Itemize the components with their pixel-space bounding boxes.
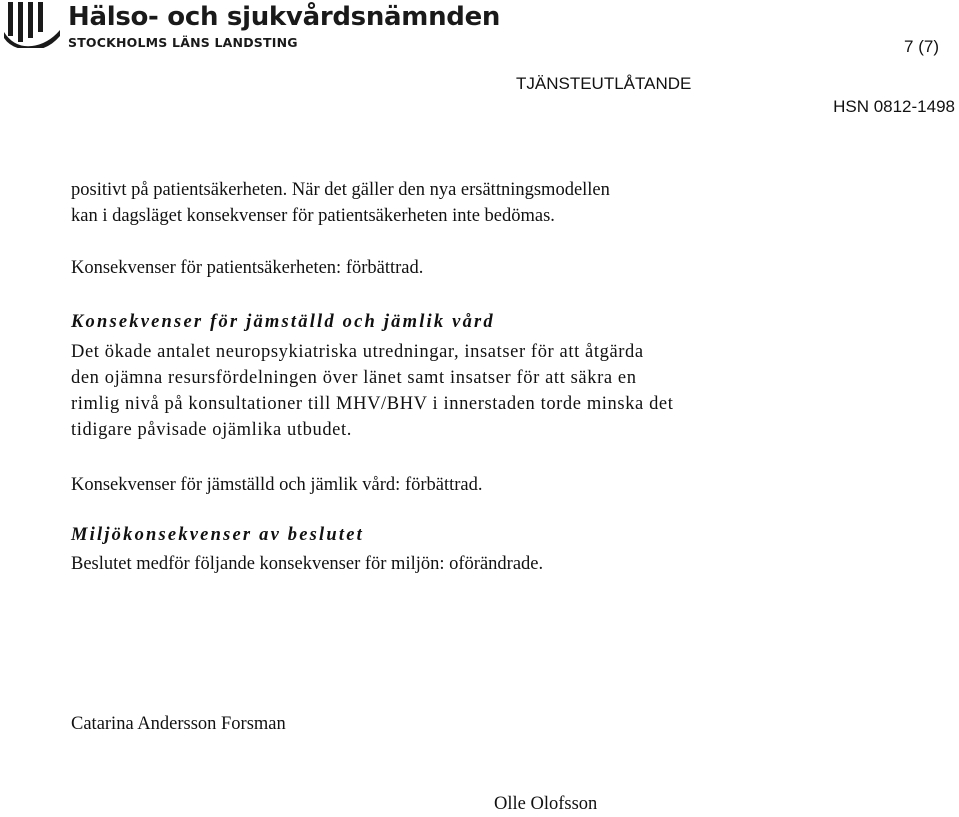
equality-line-1: Det ökade antalet neuropsykiatriska utredningar, insatser för att åtgärda (71, 342, 644, 362)
intro-line-2: kan i dagsläget konsekvenser för patientsäkerheten inte bedömas. (71, 206, 555, 226)
patient-safety-conclusion: Konsekvenser för patientsäkerheten: förbättrad. (71, 258, 424, 278)
signature-second: Olle Olofsson (494, 794, 598, 814)
equality-heading: Konsekvenser för jämställd och jämlik vård (71, 312, 495, 332)
equality-line-4: tidigare påvisade ojämlika utbudet. (71, 420, 352, 440)
page-number: 7 (7) (904, 37, 939, 56)
equality-line-3: rimlig nivå på konsultationer till MHV/BHV i innerstaden torde minska det (71, 394, 674, 414)
organization-subtitle: STOCKHOLMS LÄNS LANDSTING (68, 35, 298, 50)
document-type: TJÄNSTEUTLÅTANDE (516, 74, 692, 93)
document-reference: HSN 0812-1498 (833, 97, 955, 116)
equality-conclusion: Konsekvenser för jämställd och jämlik vård: förbättrad. (71, 475, 483, 495)
environment-text: Beslutet medför följande konsekvenser för miljön: oförändrade. (71, 554, 544, 574)
environment-heading: Miljökonsekvenser av beslutet (71, 525, 364, 545)
organization-name: Hälso- och sjukvårdsnämnden (68, 2, 501, 32)
intro-line-1: positivt på patientsäkerheten. När det gäller den nya ersättningsmodellen (71, 180, 610, 200)
signature-first: Catarina Andersson Forsman (71, 714, 286, 734)
equality-line-2: den ojämna resursfördelningen över länet samt insatser för att säkra en (71, 368, 637, 388)
landsting-logo-icon (4, 2, 60, 48)
